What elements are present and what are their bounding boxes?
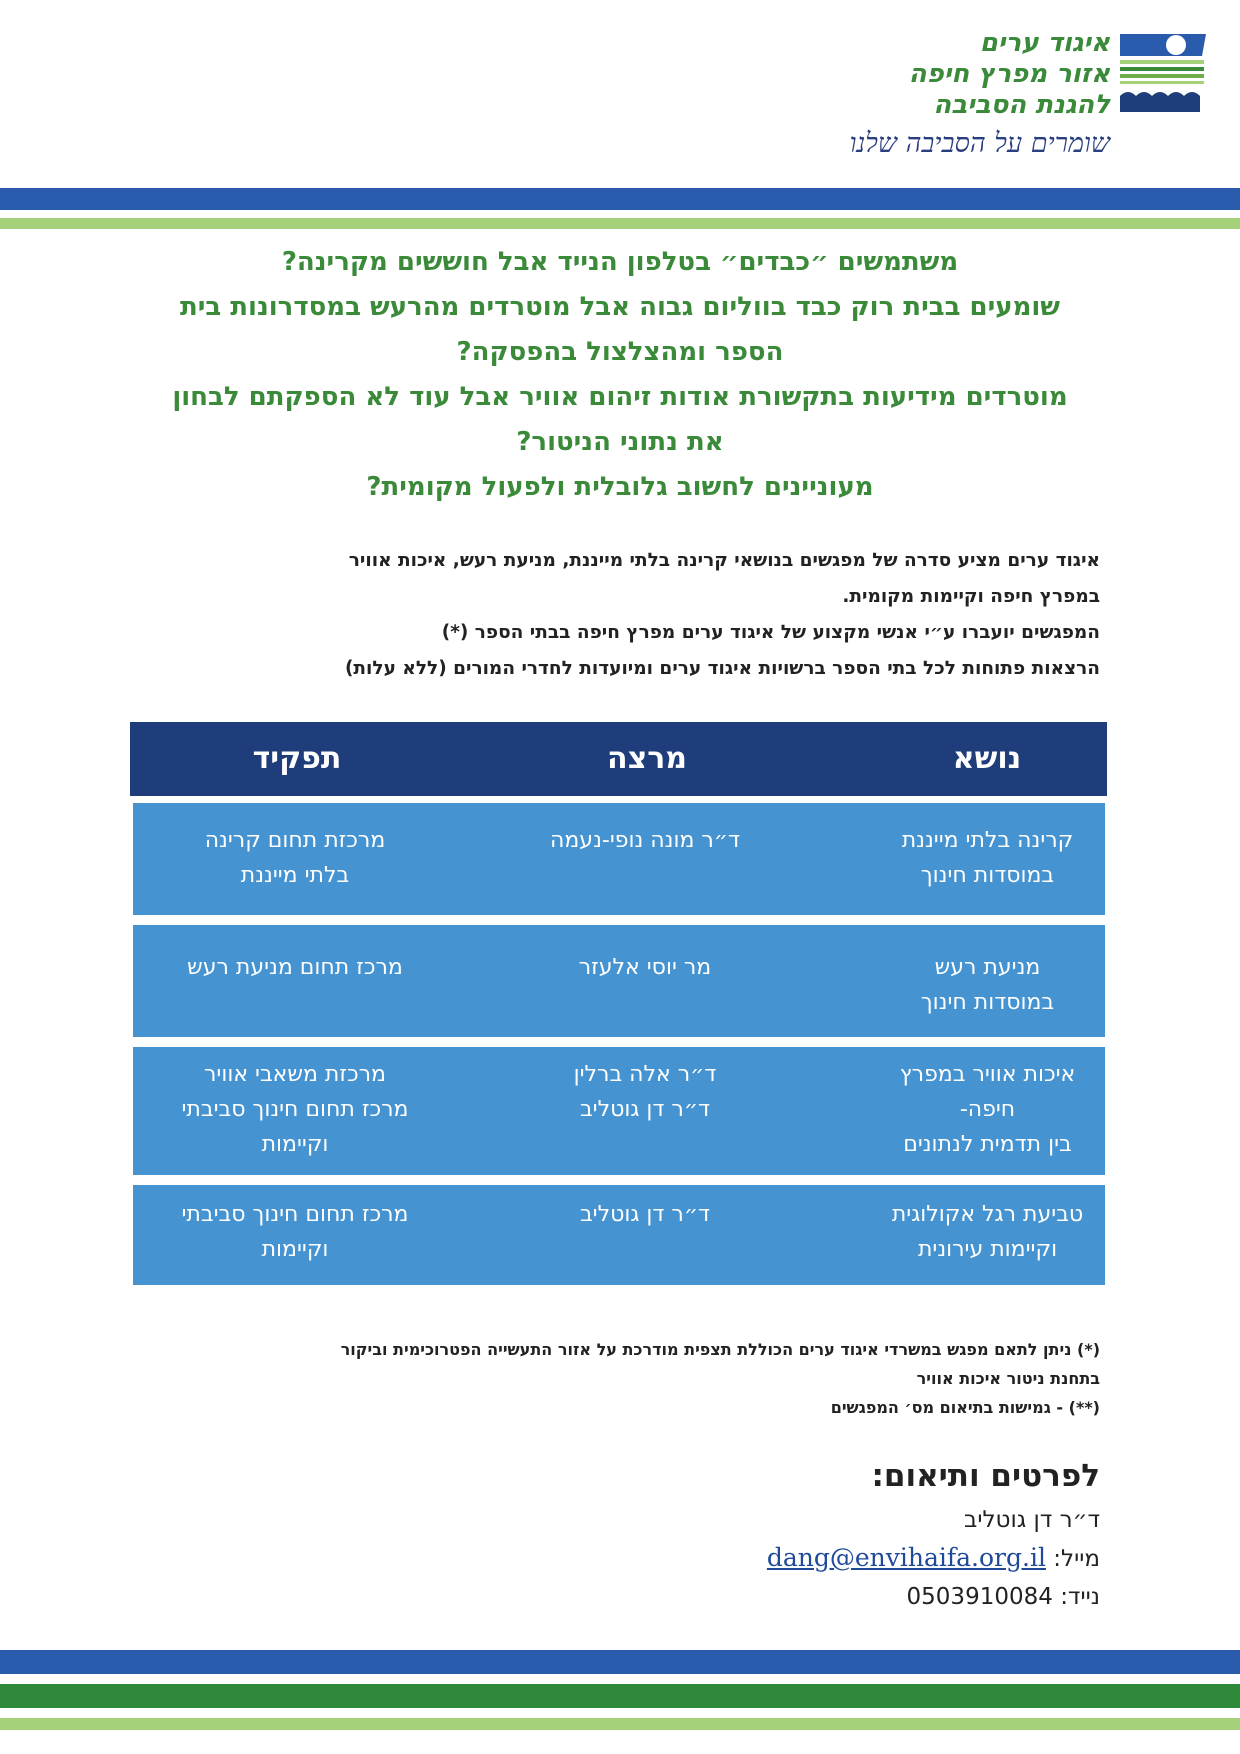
cell-topic xyxy=(870,823,1105,893)
cell-text: מרכז תחום חינוך סביבתי xyxy=(181,1202,409,1227)
table-row xyxy=(133,1185,1105,1285)
table-row xyxy=(133,925,1105,1037)
footnote-line: (**) - גמישות בתיאום מס׳ המפגשים xyxy=(830,1398,1100,1417)
logo-line-3: להגנת הסביבה xyxy=(933,90,1110,120)
email-link[interactable]: dang@envihaifa.org.il xyxy=(766,1543,1046,1572)
cell-text: מרכז תחום חינוך סביבתי xyxy=(181,1097,409,1122)
cell-lecturer xyxy=(505,823,785,858)
cell-text: טביעת רגל אקולוגית xyxy=(891,1202,1084,1227)
cell-text: מרכזת תחום קרינה xyxy=(204,828,386,853)
headline-line: שומעים בבית רוק כבד בווליום גבוה אבל מוטרדים מהרעש במסדרונות בית xyxy=(179,292,1061,322)
cell-text: וקיימות xyxy=(261,1132,329,1157)
intro-line: המפגשים יועברו ע״י אנשי מקצוע של איגוד ערים מפרץ חיפה בבתי הספר (*) xyxy=(441,622,1100,643)
cell-topic xyxy=(870,950,1105,1020)
cell-role xyxy=(145,950,445,985)
cell-lecturer xyxy=(505,950,785,985)
cell-text: מרכזת משאבי אוויר xyxy=(204,1062,386,1087)
header-role: תפקיד xyxy=(252,741,342,776)
intro-paragraph xyxy=(140,543,1100,687)
cell-text: בין תדמית לנתונים xyxy=(903,1132,1072,1157)
phone-number: 0503910084 xyxy=(906,1584,1053,1610)
contact-name: ד״ר דן גוטליב xyxy=(964,1507,1100,1533)
header-lecturer: מרצה xyxy=(607,741,687,776)
table-row xyxy=(133,1047,1105,1175)
headline-line: את נתוני הניטור? xyxy=(516,427,724,457)
cell-text: ד״ר דן גוטליב xyxy=(579,1202,711,1227)
cell-text: מר יוסי אלעזר xyxy=(578,955,712,980)
bottom-light-green-stripe xyxy=(0,1718,1240,1730)
cell-topic xyxy=(870,1197,1105,1267)
email-label: מייל: xyxy=(1053,1546,1100,1572)
cell-text: ד״ר דן גוטליב xyxy=(579,1097,711,1122)
logo-line-2: אזור מפרץ חיפה xyxy=(908,59,1110,89)
intro-line: במפרץ חיפה וקיימות מקומית. xyxy=(842,586,1100,607)
cell-text: ד״ר מונה נופי-נעמה xyxy=(549,828,740,853)
footnotes xyxy=(140,1335,1100,1422)
cell-role xyxy=(145,1057,445,1162)
cell-topic xyxy=(870,1057,1105,1162)
bottom-dark-green-stripe xyxy=(0,1684,1240,1708)
contact-phone-row xyxy=(400,1578,1100,1616)
cell-role xyxy=(145,823,445,893)
cell-role xyxy=(145,1197,445,1267)
top-blue-stripe xyxy=(0,188,1240,210)
phone-label: נייד: xyxy=(1060,1584,1100,1610)
headline xyxy=(120,240,1120,510)
contact-title: לפרטים ותיאום: xyxy=(871,1458,1100,1494)
headline-line: משתמשים ״כבדים״ בטלפון הנייד אבל חוששים מקרינה? xyxy=(281,247,959,277)
intro-line: איגוד ערים מציע סדרה של מפגשים בנושאי קרינה בלתי מייננת, מניעת רעש, איכות אוויר xyxy=(348,550,1100,571)
cell-text: וקיימות עירונית xyxy=(917,1237,1058,1262)
cell-text: וקיימות xyxy=(261,1237,329,1262)
cell-text: חיפה- xyxy=(959,1097,1016,1122)
cell-text: איכות אוויר במפרץ xyxy=(899,1062,1076,1087)
header-topic: נושא xyxy=(952,741,1022,776)
contact-block xyxy=(400,1451,1100,1616)
logo-slogan: שומרים על הסביבה שלנו xyxy=(849,128,1110,159)
logo-emblem-icon xyxy=(1114,34,1206,120)
cell-lecturer xyxy=(505,1197,785,1232)
footnote-line: (*) ניתן לתאם מפגש במשרדי איגוד ערים הכוללת תצפית מודרכת על אזור התעשייה הפטרוכימית וביקור xyxy=(340,1340,1100,1359)
cell-text: בלתי מייננת xyxy=(240,863,350,888)
cell-text: ד״ר אלה ברלין xyxy=(573,1062,717,1087)
cell-text: קרינה בלתי מייננת xyxy=(901,828,1074,853)
table-header xyxy=(130,722,1107,796)
cell-text: מניעת רעש xyxy=(934,955,1041,980)
contact-email-row xyxy=(400,1539,1100,1578)
cell-lecturer xyxy=(505,1057,785,1127)
footnote-line: בתחנת ניטור איכות אוויר xyxy=(916,1369,1100,1388)
logo-text-block xyxy=(790,28,1110,163)
headline-line: הספר ומהצלצול בהפסקה? xyxy=(456,337,784,367)
cell-text: מרכז תחום מניעת רעש xyxy=(187,955,403,980)
top-green-stripe xyxy=(0,218,1240,229)
intro-line: הרצאות פתוחות לכל בתי הספר ברשויות איגוד ערים ומיועדות לחדרי המורים (ללא עלות) xyxy=(344,658,1100,679)
headline-line: מעוניינים לחשוב גלובלית ולפעול מקומית? xyxy=(366,472,874,502)
cell-text: במוסדות חינוך xyxy=(920,990,1055,1015)
table-row xyxy=(133,803,1105,915)
cell-text: במוסדות חינוך xyxy=(920,863,1055,888)
bottom-blue-stripe xyxy=(0,1650,1240,1674)
logo-line-1: איגוד ערים xyxy=(979,28,1110,58)
headline-line: מוטרדים מידיעות בתקשורת אודות זיהום אוויר אבל עוד לא הספקתם לבחון xyxy=(172,382,1068,412)
